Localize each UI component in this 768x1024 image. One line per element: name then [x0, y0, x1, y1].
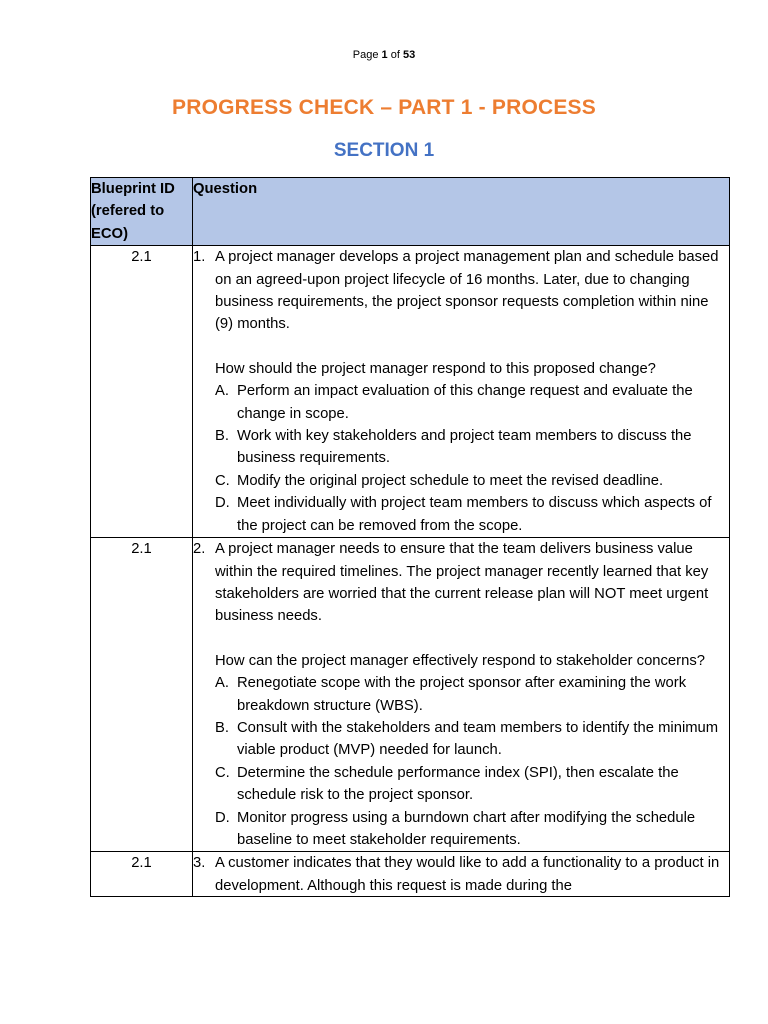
- option-text: Meet individually with project team members to discuss which aspects of the project can be removed from the scope.: [237, 495, 712, 534]
- blueprint-id-cell: 2.1: [91, 246, 193, 538]
- answer-option: [215, 717, 729, 762]
- option-letter: C.: [215, 472, 230, 489]
- blueprint-id-cell: 2.1: [91, 538, 193, 852]
- table-header-row: [91, 178, 730, 246]
- option-text: Modify the original project schedule to meet the revised deadline.: [237, 472, 664, 489]
- option-letter: C.: [215, 764, 230, 781]
- answer-option: [215, 492, 729, 537]
- answer-option: [215, 762, 729, 807]
- option-letter: B.: [215, 719, 229, 736]
- option-text: Perform an impact evaluation of this change request and evaluate the change in scope.: [237, 383, 693, 422]
- answer-option: [215, 380, 729, 425]
- option-text: Determine the schedule performance index (SPI), then escalate the schedule risk to the project sponsor.: [237, 764, 679, 804]
- page-of: of: [390, 49, 400, 61]
- question-cell: [193, 538, 730, 852]
- question-stem: [193, 852, 729, 896]
- column-header-blueprint-id: Blueprint ID (refered to ECO): [91, 178, 193, 246]
- table-row: [91, 852, 730, 897]
- answer-option: [215, 672, 729, 717]
- option-letter: D.: [215, 809, 230, 826]
- question-text: A customer indicates that they would like to add a functionality to a product in development. Although this request is made during the: [215, 855, 720, 894]
- option-letter: A.: [215, 383, 229, 400]
- option-text: Monitor progress using a burndown chart after modifying the schedule baseline to meet stakeholder requirements.: [237, 809, 696, 848]
- questions-table: [90, 177, 730, 897]
- option-text: Work with key stakeholders and project team members to discuss the business requirements.: [237, 428, 692, 467]
- table-row: [91, 538, 730, 852]
- question-stem: [193, 246, 729, 537]
- question-prompt: How can the project manager effectively respond to stakeholder concerns?: [215, 652, 705, 669]
- question-number: 2.: [193, 541, 206, 558]
- option-letter: D.: [215, 495, 230, 512]
- option-text: Renegotiate scope with the project sponsor after examining the work breakdown structure (WBS).: [237, 675, 687, 714]
- question-number: 3.: [193, 855, 206, 872]
- question-stem: [193, 538, 729, 851]
- table-row: [91, 246, 730, 538]
- question-cell: [193, 246, 730, 538]
- answer-option: [215, 807, 729, 852]
- page-current: 1: [381, 49, 388, 61]
- page-number: [0, 49, 768, 61]
- answer-option: [215, 470, 729, 492]
- answer-option: [215, 425, 729, 470]
- document-title: PROGRESS CHECK – PART 1 - PROCESS: [172, 96, 596, 119]
- blueprint-id-cell: 2.1: [91, 852, 193, 897]
- page-total: 53: [402, 49, 416, 61]
- question-text: A project manager develops a project management plan and schedule based on an agreed-upon project lifecycle of 16 months. Later, due to changing business requirements, the project sponsor requests completion within nine (9) months.: [215, 249, 719, 333]
- column-header-question: Question: [193, 178, 730, 246]
- question-prompt: How should the project manager respond to this proposed change?: [215, 360, 656, 377]
- question-number: 1.: [193, 249, 206, 266]
- question-text: A project manager needs to ensure that the team delivers business value within the required timelines. The project manager recently learned that key stakeholders are worried that the current release plan will NOT meet urgent business needs.: [215, 541, 709, 625]
- question-cell: [193, 852, 730, 897]
- option-letter: B.: [215, 428, 229, 445]
- page-prefix: Page: [352, 49, 379, 61]
- option-letter: A.: [215, 675, 229, 692]
- option-text: Consult with the stakeholders and team members to identify the minimum viable product (MVP) needed for launch.: [237, 719, 719, 759]
- section-heading: SECTION 1: [333, 140, 435, 161]
